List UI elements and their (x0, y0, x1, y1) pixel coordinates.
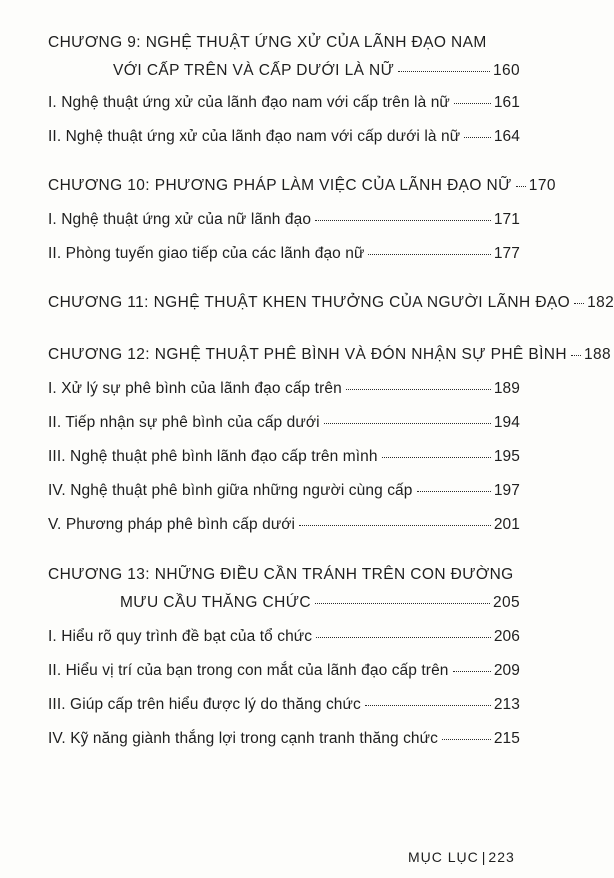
toc-chapter-9-entry (113, 62, 520, 80)
page-number: 177 (493, 245, 520, 262)
dot-leader (417, 491, 491, 492)
toc-chapter-title: CHƯƠNG 11: NGHỆ THUẬT KHEN THƯỞNG CỦA NGƯỜI LÃNH ĐẠO (48, 294, 571, 311)
dot-leader (315, 220, 491, 221)
toc-entry-title: I. Hiểu rõ quy trình đề bạt của tổ chức (48, 628, 313, 645)
page-number: 170 (528, 177, 556, 194)
toc-entry (48, 516, 520, 534)
dot-leader (574, 303, 584, 304)
toc-entry (48, 730, 520, 748)
dot-leader (324, 423, 491, 424)
toc-entry (48, 128, 520, 146)
dot-leader (571, 355, 581, 356)
toc-entry-title: IV. Nghệ thuật phê bình giữa những người cùng cấp (48, 482, 413, 499)
footer-page-number: 223 (488, 849, 515, 865)
toc-entry (48, 414, 520, 432)
toc-entry (48, 380, 520, 398)
toc-chapter-13-entry (120, 594, 520, 612)
dot-leader (398, 71, 490, 72)
toc-entry-title: V. Phương pháp phê bình cấp dưới (48, 516, 296, 533)
toc-entry (48, 696, 520, 714)
toc-entry-title: I. Nghệ thuật ứng xử của lãnh đạo nam với cấp trên là nữ (48, 94, 450, 111)
toc-chapter-12-entry (48, 346, 612, 364)
dot-leader (316, 637, 491, 638)
toc-entry (48, 628, 520, 646)
dot-leader (315, 603, 490, 604)
page-number: 194 (493, 414, 520, 431)
toc-entry-title: I. Xử lý sự phê bình của lãnh đạo cấp trên (48, 380, 342, 397)
page-number: 201 (493, 516, 520, 533)
page-number: 161 (493, 94, 520, 111)
page-number: 188 (584, 346, 612, 363)
toc-chapter-10-entry (48, 177, 556, 195)
page-number: 215 (493, 730, 520, 747)
toc-entry-title: II. Tiếp nhận sự phê bình của cấp dưới (48, 414, 320, 431)
dot-leader (365, 705, 491, 706)
toc-chapter-11-entry (48, 294, 614, 312)
toc-chapter-13-line2: MƯU CẦU THĂNG CHỨC (120, 594, 311, 611)
toc-entry-title: II. Nghệ thuật ứng xử của lãnh đạo nam với cấp dưới là nữ (48, 128, 461, 145)
toc-entry-title: III. Giúp cấp trên hiểu được lý do thăng chức (48, 696, 361, 713)
toc-chapter-13-title (48, 566, 514, 584)
dot-leader (464, 137, 491, 138)
dot-leader (516, 186, 526, 187)
toc-entry (48, 94, 520, 112)
toc-chapter-13-line1: CHƯƠNG 13: NHỮNG ĐIỀU CẦN TRÁNH TRÊN CON ĐƯỜNG (48, 566, 514, 583)
page-number: 195 (493, 448, 520, 465)
dot-leader (442, 739, 491, 740)
toc-entry-title: IV. Kỹ năng giành thắng lợi trong cạnh tranh thăng chức (48, 730, 438, 747)
page-number: 197 (493, 482, 520, 499)
page-number: 189 (493, 380, 520, 397)
toc-chapter-9-line1: CHƯƠNG 9: NGHỆ THUẬT ỨNG XỬ CỦA LÃNH ĐẠO NAM (48, 34, 487, 51)
dot-leader (454, 103, 491, 104)
page-number: 160 (492, 62, 520, 79)
dot-leader (453, 671, 491, 672)
toc-entry (48, 211, 520, 229)
toc-entry (48, 448, 520, 466)
toc-entry (48, 482, 520, 500)
page-number: 213 (493, 696, 520, 713)
page-footer (408, 849, 520, 865)
toc-chapter-9-line2: VỚI CẤP TRÊN VÀ CẤP DƯỚI LÀ NỮ (113, 62, 395, 79)
page-number: 164 (493, 128, 520, 145)
toc-entry (48, 245, 520, 263)
dot-leader (299, 525, 491, 526)
footer-section-label: MỤC LỤC (408, 849, 479, 865)
dot-leader (368, 254, 490, 255)
page-number: 209 (493, 662, 520, 679)
dot-leader (382, 457, 491, 458)
toc-entry-title: II. Hiểu vị trí của bạn trong con mắt của lãnh đạo cấp trên (48, 662, 449, 679)
toc-chapter-title: CHƯƠNG 10: PHƯƠNG PHÁP LÀM VIỆC CỦA LÃNH ĐẠO NỮ (48, 177, 512, 194)
page-number: 171 (493, 211, 520, 228)
dot-leader (346, 389, 491, 390)
toc-entry-title: II. Phòng tuyến giao tiếp của các lãnh đạo nữ (48, 245, 365, 262)
toc-chapter-title: CHƯƠNG 12: NGHỆ THUẬT PHÊ BÌNH VÀ ĐÓN NHẬN SỰ PHÊ BÌNH (48, 346, 567, 363)
toc-chapter-9-title (48, 34, 487, 52)
toc-entry (48, 662, 520, 680)
footer-separator: | (481, 849, 487, 865)
toc-entry-title: I. Nghệ thuật ứng xử của nữ lãnh đạo (48, 211, 312, 228)
page-number: 205 (492, 594, 520, 611)
page-number: 182 (587, 294, 614, 311)
page-number: 206 (493, 628, 520, 645)
toc-entry-title: III. Nghệ thuật phê bình lãnh đạo cấp trên mình (48, 448, 378, 465)
